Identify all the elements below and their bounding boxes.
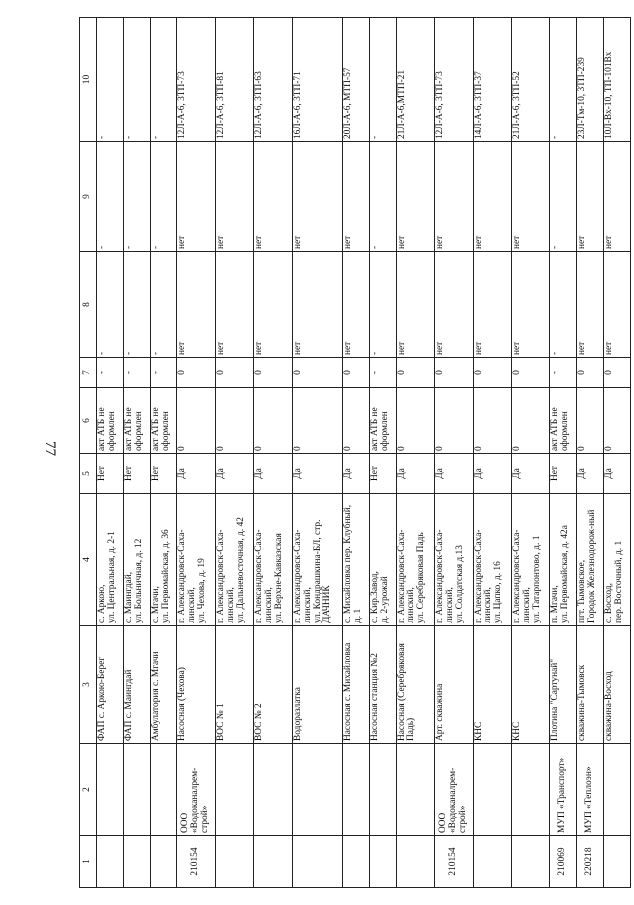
table-cell	[292, 836, 342, 888]
table-cell: нет	[215, 142, 253, 252]
header-row	[80, 18, 97, 888]
table-cell: нет	[435, 252, 473, 358]
table-cell: -	[97, 358, 124, 388]
table-cell: Амбулатория с. Мгачи	[150, 626, 177, 744]
table-cell: с. Восход, пер. Восточный, д. 1	[604, 494, 631, 626]
table-cell: 0	[511, 388, 549, 454]
table-cell: Нет	[550, 454, 577, 494]
column-header: 10	[80, 18, 97, 142]
column-header: 1	[80, 836, 97, 888]
table-cell	[123, 744, 150, 836]
table-cell: г. Александровск-Саха-линский, ул. Цапко, д. 16	[473, 494, 511, 626]
table-cell: 0	[177, 358, 215, 388]
table-cell: МУП «Теплоэн»	[577, 744, 604, 836]
table-cell: Насосная (Чехова)	[177, 626, 215, 744]
table-cell: Да	[511, 454, 549, 494]
table-cell	[342, 744, 369, 836]
table-cell: -	[369, 358, 396, 388]
table-cell	[150, 836, 177, 888]
table-cell: КНС	[511, 626, 549, 744]
table-cell: 0	[396, 388, 434, 454]
table-cell: 21Л-А-6, 3ТП-52	[511, 18, 549, 142]
table-cell: 10Л-Вх-10, ТП-101Вх	[604, 18, 631, 142]
table-cell: с. Мгачи, ул. Первомайская, д. 36	[150, 494, 177, 626]
table-cell	[369, 744, 396, 836]
table-cell: нет	[473, 142, 511, 252]
table-cell: г. Александровск-Саха-линский, ул. Кондрашкина-БЛ, стр. ДАЧНИК	[292, 494, 342, 626]
table-cell: нет	[604, 142, 631, 252]
table-cell: 0	[604, 358, 631, 388]
table-row	[97, 18, 124, 888]
table-cell: 210069	[550, 836, 577, 888]
table-cell: Нет	[97, 454, 124, 494]
column-header: 8	[80, 252, 97, 358]
table-cell: нет	[435, 142, 473, 252]
table-cell: г. Александровск-Саха-линский, ул. Татарпонтово, д. 1	[511, 494, 549, 626]
table-cell: Да	[254, 454, 292, 494]
table-cell: нет	[254, 142, 292, 252]
table-cell: Нет	[369, 454, 396, 494]
table-cell: ФАП с. Маингдай	[123, 626, 150, 744]
table-cell: Да	[473, 454, 511, 494]
table-cell	[254, 836, 292, 888]
table-cell: 210154	[435, 836, 473, 888]
table-cell	[215, 744, 253, 836]
table-cell	[254, 744, 292, 836]
table-cell: -	[150, 142, 177, 252]
table-cell: МУП «Транспорт»	[550, 744, 577, 836]
table-cell: 21Л-А-6,МТП-21	[396, 18, 434, 142]
table-cell: -	[97, 142, 124, 252]
table-cell: -	[369, 142, 396, 252]
table-cell: -	[150, 358, 177, 388]
table-row	[123, 18, 150, 888]
table-cell: 0	[577, 388, 604, 454]
table-cell: нет	[577, 142, 604, 252]
column-header: 9	[80, 142, 97, 252]
table-cell: нет	[254, 252, 292, 358]
table-row	[254, 18, 292, 888]
table-cell: Да	[577, 454, 604, 494]
table-cell: -	[550, 358, 577, 388]
table-cell: Нет	[123, 454, 150, 494]
table-cell: с. Михайловка пер. Клубный, д. 1	[342, 494, 369, 626]
table-cell: нет	[473, 252, 511, 358]
table-cell: 12Л-А-6, 3ТП-73	[177, 18, 215, 142]
table-cell: 220218	[577, 836, 604, 888]
table-cell: -	[150, 252, 177, 358]
column-header: 4	[80, 494, 97, 626]
table-cell: Да	[396, 454, 434, 494]
table-cell: г. Александровск-Саха-линский, ул. Солдатская д.13	[435, 494, 473, 626]
table-cell: г. Александровск-Саха-линский, ул. Чехова, д. 19	[177, 494, 215, 626]
column-header: 3	[80, 626, 97, 744]
table-cell	[123, 836, 150, 888]
table-cell	[215, 836, 253, 888]
column-header: 2	[80, 744, 97, 836]
table-cell: с. Маингдай, ул. Больничная, д. 12	[123, 494, 150, 626]
table-cell: 0	[435, 358, 473, 388]
table-cell	[342, 836, 369, 888]
table-cell: скважина-Тымовск	[577, 626, 604, 744]
table-row	[511, 18, 549, 888]
table-cell: скважина-Восход	[604, 626, 631, 744]
table-cell: 0	[215, 388, 253, 454]
table-cell	[511, 836, 549, 888]
table-cell: 0	[254, 358, 292, 388]
table-cell	[473, 836, 511, 888]
table-cell: нет	[177, 142, 215, 252]
table-cell: г. Александровск-Саха-линский, ул. Верхне-Кавказская	[254, 494, 292, 626]
table-cell: 0	[396, 358, 434, 388]
table-cell	[604, 744, 631, 836]
table-cell: -	[123, 142, 150, 252]
table-cell: нет	[177, 252, 215, 358]
table-cell: 16Л-А-6, 3ТП-71	[292, 18, 342, 142]
table-cell: Да	[292, 454, 342, 494]
table-cell: Да	[342, 454, 369, 494]
table-cell	[97, 836, 124, 888]
table-cell	[396, 744, 434, 836]
table-row	[369, 18, 396, 888]
table-cell: 0	[292, 358, 342, 388]
table-cell: 0	[473, 388, 511, 454]
table-cell: КНС	[473, 626, 511, 744]
table-cell: ООО «Водоканалрем-строй»	[177, 744, 215, 836]
table-cell: -	[369, 18, 396, 142]
table-row	[150, 18, 177, 888]
table-cell: ФАП с. Аркою-Берег	[97, 626, 124, 744]
table-cell: Водоразлатка	[292, 626, 342, 744]
table-cell: -	[97, 18, 124, 142]
table-cell: 210154	[177, 836, 215, 888]
table-row	[550, 18, 577, 888]
table-cell: нет	[396, 252, 434, 358]
data-table	[79, 17, 631, 888]
table-cell: 0	[254, 388, 292, 454]
table-row	[342, 18, 369, 888]
column-header: 7	[80, 358, 97, 388]
table-cell	[396, 836, 434, 888]
table-cell	[97, 744, 124, 836]
table-cell: акт АТБ не оформлен	[97, 388, 124, 454]
table-cell: Да	[177, 454, 215, 494]
table-cell: Насосная с. Михайловка	[342, 626, 369, 744]
table-cell: -	[550, 18, 577, 142]
table-cell: нет	[604, 252, 631, 358]
table-cell: Плотина "Сартунай"	[550, 626, 577, 744]
table-cell: 0	[177, 388, 215, 454]
table-cell: 12Л-А-6, 3ТП-81	[215, 18, 253, 142]
table-cell: нет	[292, 252, 342, 358]
table-cell: нет	[342, 142, 369, 252]
table-row	[604, 18, 631, 888]
table-cell: ВОС № 1	[215, 626, 253, 744]
table-cell	[473, 744, 511, 836]
table-cell: п. Мгачи, ул. Первомайская, д. 42а	[550, 494, 577, 626]
table-cell: -	[550, 142, 577, 252]
table-cell: 12Л-А-6, 3ТП-73	[435, 18, 473, 142]
table-cell: Да	[435, 454, 473, 494]
table-cell: ООО «Водоканалрем-строй»	[435, 744, 473, 836]
table-cell: с. Кир.Завод, д. 2-урожай	[369, 494, 396, 626]
table-row	[177, 18, 215, 888]
table-row	[215, 18, 253, 888]
table-cell: с. Аркою, ул. Центральная, д. 2-1	[97, 494, 124, 626]
table-cell: 14Л-А-6, 3ТП-37	[473, 18, 511, 142]
table-cell: -	[123, 18, 150, 142]
table-cell: Нет	[150, 454, 177, 494]
table-cell: 0	[604, 388, 631, 454]
table-cell: 0	[342, 388, 369, 454]
table-cell	[369, 836, 396, 888]
table-cell: нет	[511, 252, 549, 358]
table-cell: 12Л-А-6, 3ТП-63	[254, 18, 292, 142]
table-cell: акт АТБ не оформлен	[123, 388, 150, 454]
table-cell: акт АТБ не оформлен	[150, 388, 177, 454]
table-cell: Да	[604, 454, 631, 494]
table-row	[396, 18, 434, 888]
table-cell: 20Л-А-6, МТП-57	[342, 18, 369, 142]
table-row	[435, 18, 473, 888]
table-cell: нет	[292, 142, 342, 252]
table-cell: ВОС № 2	[254, 626, 292, 744]
table-cell: Насосная (Серебряковая Падь)	[396, 626, 434, 744]
table-cell: Арт. скважина	[435, 626, 473, 744]
column-header: 6	[80, 388, 97, 454]
column-header: 5	[80, 454, 97, 494]
table-cell: пгт. Тымовское, Городок Железнодорож-ный	[577, 494, 604, 626]
table-cell: 0	[292, 388, 342, 454]
table-cell	[150, 744, 177, 836]
table-cell: -	[369, 252, 396, 358]
table-cell: нет	[511, 142, 549, 252]
table-cell: 0	[473, 358, 511, 388]
table-row	[292, 18, 342, 888]
table-cell: нет	[342, 252, 369, 358]
table-cell: 0	[435, 388, 473, 454]
table-cell: нет	[215, 252, 253, 358]
table-body	[97, 18, 631, 888]
table-cell: Да	[215, 454, 253, 494]
table-cell: 0	[342, 358, 369, 388]
table-cell: нет	[577, 252, 604, 358]
table-cell: 0	[215, 358, 253, 388]
table-cell: Насосная станция №2	[369, 626, 396, 744]
table-cell	[292, 744, 342, 836]
table-cell: акт АТБ не оформлен	[369, 388, 396, 454]
table-cell: -	[150, 18, 177, 142]
table-cell	[604, 836, 631, 888]
table-cell: 0	[511, 358, 549, 388]
table-cell: 0	[577, 358, 604, 388]
table-row	[577, 18, 604, 888]
table-cell: г. Александровск-Саха-линский, ул. Дальневосточная, д. 42	[215, 494, 253, 626]
table-cell: -	[123, 252, 150, 358]
rotated-table-container	[79, 18, 631, 888]
table-cell: -	[550, 252, 577, 358]
table-cell: нет	[396, 142, 434, 252]
table-cell: -	[123, 358, 150, 388]
table-cell	[511, 744, 549, 836]
table-cell: г. Александровск-Саха-линский, ул. Серебряковая Падь	[396, 494, 434, 626]
table-cell: 23Л-Тм-10, 3ТП-239	[577, 18, 604, 142]
table-cell: акт АТБ не оформлен	[550, 388, 577, 454]
table-row	[473, 18, 511, 888]
page-number: 77	[42, 441, 58, 456]
table-cell: -	[97, 252, 124, 358]
